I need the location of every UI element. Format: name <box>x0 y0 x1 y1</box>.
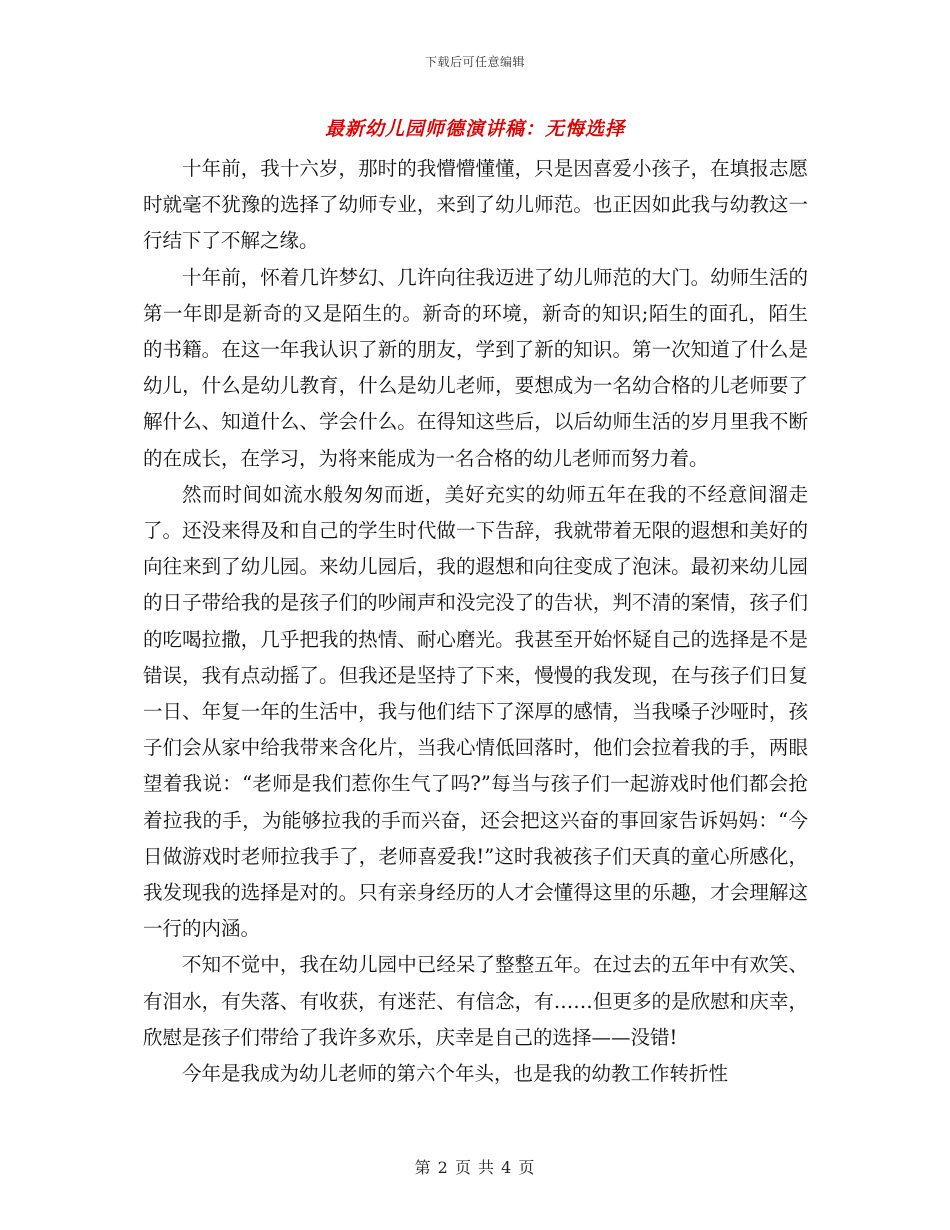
document-body <box>143 151 808 1092</box>
paragraph: 十年前，我十六岁，那时的我懵懵懂懂，只是因喜爱小孩子，在填报志愿时就毫不犹豫的选择了幼师专业，来到了幼儿师范。也正因如此我与幼教这一行结下了不解之缘。 <box>143 157 808 253</box>
paragraph: 然而时间如流水般匆匆而逝，美好充实的幼师五年在我的不经意间溜走了。还没来得及和自己的学生时代做一下告辞，我就带着无限的遐想和美好的向往来到了幼儿园。来幼儿园后，我的遐想和向往变成了泡沫。最初来幼儿园的日子带给我的是孩子们的吵闹声和没完没了的告状，判不清的案情，孩子们的吃喝拉撒，几乎把我的热情、耐心磨光。我甚至开始怀疑自己的选择是不是错误，我有点动摇了。但我还是坚持了下来，慢慢的我发现，在与孩子们日复一日、年复一年的生活中，我与他们结下了深厚的感情，当我嗓子沙哑时，孩子们会从家中给我带来含化片，当我心情低回落时，他们会拉着我的手，两眼望着我说：“老师是我们惹你生气了吗?”每当与孩子们一起游戏时他们都会抢着拉我的手，为能够拉我的手而兴奋，还会把这兴奋的事回家告诉妈妈：“今日做游戏时老师拉我手了，老师喜爱我!”这时我被孩子们天真的童心所感化，我发现我的选择是对的。只有亲身经历的人才会懂得这里的乐趣，才会理解这一行的内涵。 <box>143 482 808 941</box>
header-note: 下载后可任意编辑 <box>424 55 525 69</box>
document-title: 最新幼儿园师德演讲稿：无悔选择 <box>324 118 625 140</box>
paragraph: 十年前，怀着几许梦幻、几许向往我迈进了幼儿师范的大门。幼师生活的第一年即是新奇的又是陌生的。新奇的环境，新奇的知识;陌生的面孔，陌生的书籍。在这一年我认识了新的朋友，学到了新的知识。第一次知道了什么是幼儿，什么是幼儿教育，什么是幼儿老师，要想成为一名幼合格的儿老师要了解什么、知道什么、学会什么。在得知这些后，以后幼师生活的岁月里我不断的在成长，在学习，为将来能成为一名合格的幼儿老师而努力着。 <box>143 265 808 470</box>
paragraph: 今年是我成为幼儿老师的第六个年头，也是我的幼教工作转折性 <box>182 1062 729 1086</box>
page-number: 第 2 页 共 4 页 <box>414 1158 536 1177</box>
paragraph: 不知不觉中，我在幼儿园中已经呆了整整五年。在过去的五年中有欢笑、有泪水，有失落、有收获，有迷茫、有信念，有……但更多的是欣慰和庆幸，欣慰是孩子们带给了我许多欢乐，庆幸是自己的选择——没错! <box>143 953 808 1049</box>
